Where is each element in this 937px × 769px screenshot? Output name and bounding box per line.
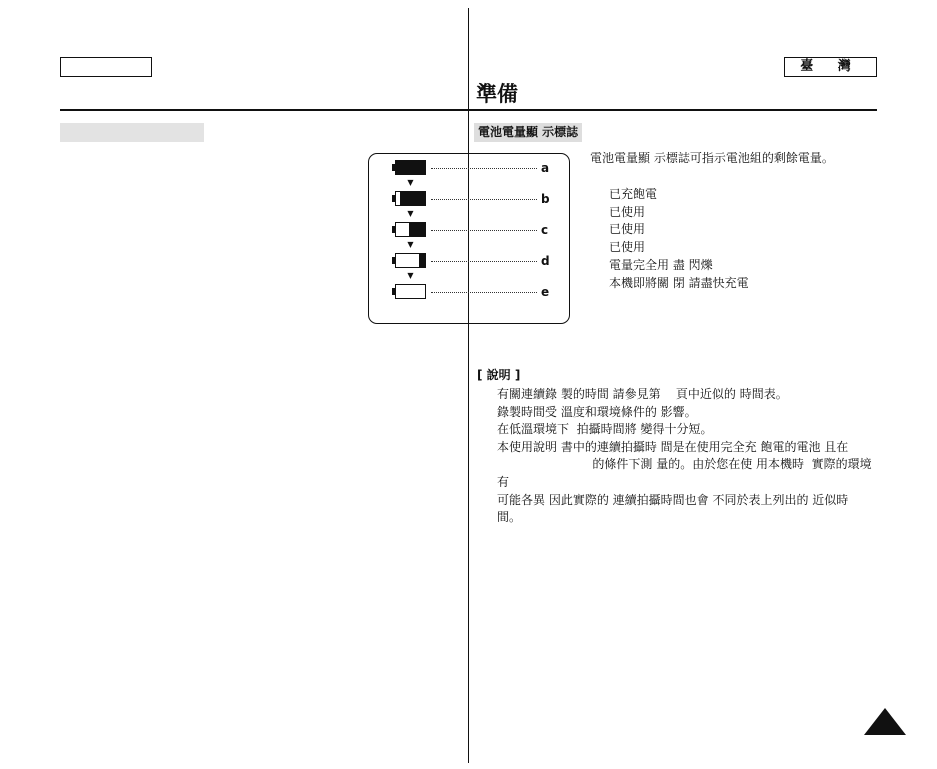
battery-status-line: 已使用	[609, 240, 646, 255]
battery-icon-e	[395, 284, 426, 299]
battery-terminal	[392, 195, 395, 202]
battery-status-line: 已充飽電	[609, 187, 658, 201]
battery-level-diagram	[368, 153, 570, 324]
note-line: 有關連續錄 製的時間 請參見第 頁中近似的 時間表。	[497, 387, 788, 401]
battery-level-letter: b	[541, 192, 550, 206]
language-box-left	[60, 57, 152, 77]
note-line: 本使用說明 書中的連續拍攝時 間是在使用完全充 飽電的電池 且在	[497, 439, 849, 454]
battery-status-line: 本機即將關 閉 請盡快充電	[609, 275, 749, 290]
section-title: 準備	[476, 82, 518, 106]
note-line: 可能各異 因此實際的 連續拍攝時間也會 不同於表上列出的 近似時	[497, 492, 849, 507]
battery-level-letter: e	[541, 285, 550, 299]
battery-charge-fill	[409, 223, 425, 236]
battery-charge-fill	[400, 192, 425, 205]
battery-charge-fill	[396, 161, 425, 174]
battery-charge-fill	[419, 254, 425, 267]
note-line: 錄製時間受 溫度和環境條件的 影響。	[497, 404, 697, 419]
note-line: 的條件下測 量的。由於您在使 用本機時 實際的環境 有	[497, 457, 876, 489]
battery-status-line: 已使用	[609, 222, 646, 237]
leader-line-a	[431, 168, 537, 169]
notes-heading: [ 說明 ]	[477, 368, 521, 382]
battery-icon-b	[395, 191, 426, 206]
page-up-triangle-icon	[864, 708, 906, 735]
note-line: 間。	[497, 510, 522, 525]
battery-icon-a	[395, 160, 426, 175]
battery-status-line: 已使用	[609, 204, 646, 219]
down-arrow-icon: ▼	[407, 271, 414, 280]
battery-terminal	[392, 257, 395, 264]
left-column-heading-bar	[60, 123, 204, 142]
battery-status-line: 電量完全用 盡 閃爍	[609, 257, 713, 272]
battery-terminal	[392, 288, 395, 295]
leader-line-e	[431, 292, 537, 293]
leader-line-b	[431, 199, 537, 200]
battery-level-letter: d	[541, 254, 550, 268]
down-arrow-icon: ▼	[407, 240, 414, 249]
notes-list	[497, 386, 875, 527]
battery-terminal	[392, 164, 395, 171]
header-rule	[60, 109, 877, 111]
battery-section-heading: 電池電量顯 示標誌	[474, 123, 582, 142]
battery-icon-c	[395, 222, 426, 237]
battery-icon-d	[395, 253, 426, 268]
down-arrow-icon: ▼	[407, 178, 414, 187]
battery-status-list	[609, 186, 749, 292]
down-arrow-icon: ▼	[407, 209, 414, 218]
leader-line-c	[431, 230, 537, 231]
battery-section-intro: 電池電量顯 示標誌可指示電池組的剩餘電量。	[590, 151, 834, 165]
note-line: 在低溫環境下 拍攝時間將 變得十分短。	[497, 422, 713, 437]
battery-level-letter: c	[541, 223, 549, 237]
battery-level-letter: a	[541, 161, 550, 175]
region-label-box: 臺 灣	[784, 57, 877, 77]
battery-terminal	[392, 226, 395, 233]
leader-line-d	[431, 261, 537, 262]
page-divider	[468, 8, 469, 763]
